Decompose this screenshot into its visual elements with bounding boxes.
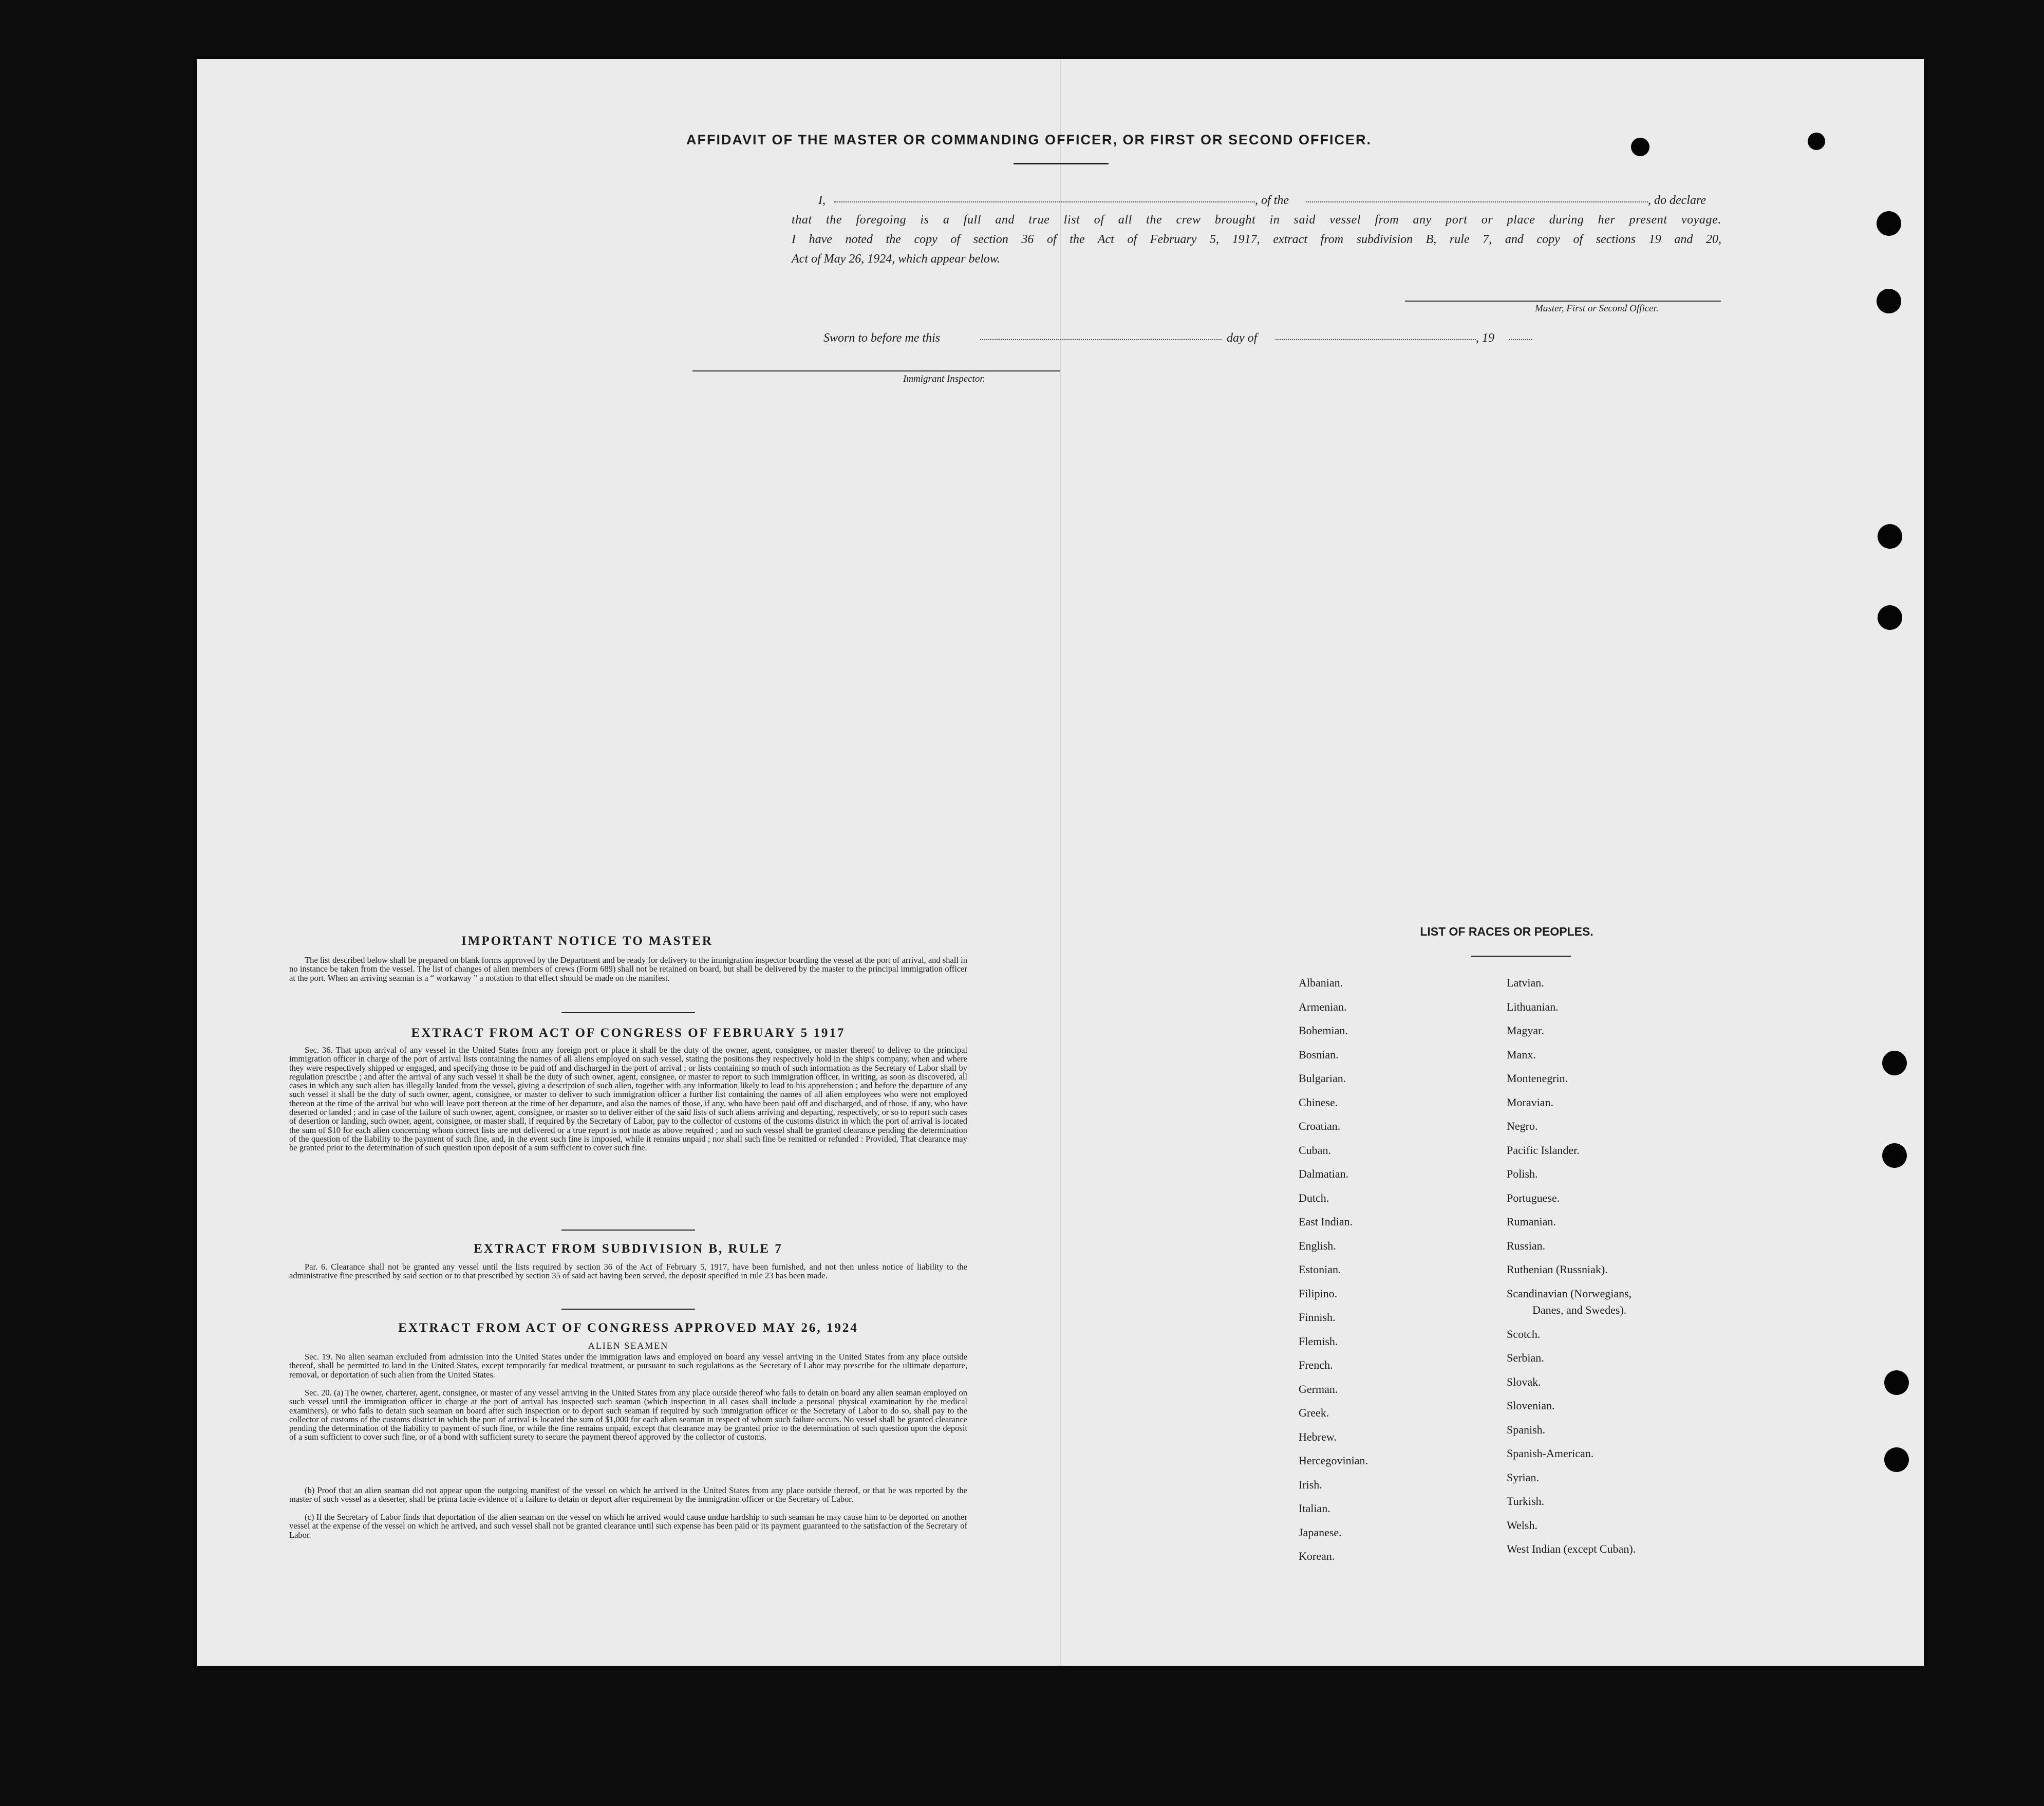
race-item: French. xyxy=(1299,1358,1333,1371)
race-item: Russian. xyxy=(1507,1239,1546,1252)
extract1-body: Sec. 36. That upon arrival of any vessel in the United States from any foreign port or place it shall be the duty of the owner, agent, consignee, or master thereof to deliver to the principal immigration officer in charge of the port of arrival lists containing the names of all aliens employed on such vessel, stating the positions they respectively hold in the ship's company, when and where they were respectively shipped or engaged, and specifying those to be paid off and discharged in the port of arrival ; or lists containing so much of such information as the Secretary of Labor shall by regulation prescribe ; and after the arrival of any such vessel it shall be the duty of such owner, agent, consignee, or master to report to such immigration officer, in writing, as soon as discovered, all cases in which any such alien has illegally landed from the vessel, giving a description of such alien, together with any information likely to lead to his apprehension ; and before the departure of any such vessel it shall be the duty of such owner, agent, consignee, or master to deliver to such immigration officer a further list containing the names of all alien employees who were not employed thereon at the time of the arrival but who will leave port thereon at the time of her departure, and also the names of those, if any, who have been paid off and discharged, and of those, if any, who have deserted or landed ; and in case of the failure of such owner, agent, consignee, or master so to deliver either of the said lists of such aliens arriving and departing, respectively, or so to report such cases of desertion or landing, such owner, agent, consignee, or master shall, if required by the Secretary of Labor, pay to the collector of customs of the customs district in which the port of arrival is located the sum of $10 for each alien concerning whom correct lists are not delivered or a true report is not made as above required ; and no such vessel shall be granted clearance pending the determination of the question of the liability to the payment of such fine, and, in the event such fine is imposed, while it remains unpaid ; nor shall such fine be remitted or refunded : Provided, That clearance may be granted prior to the determination of such question upon deposit of a sum sufficient to cover such fine. xyxy=(289,1045,967,1153)
punch-hole xyxy=(1884,1447,1909,1472)
race-item: Bulgarian. xyxy=(1299,1072,1346,1085)
punch-hole xyxy=(1878,524,1902,549)
document-page xyxy=(197,59,1924,1666)
punch-hole xyxy=(1878,605,1902,630)
affidavit-line1-mid: , of the xyxy=(1255,194,1289,207)
sworn-mid: day of xyxy=(1227,331,1258,345)
race-item: Slovenian. xyxy=(1507,1399,1555,1412)
sworn-end: , 19 xyxy=(1476,331,1494,345)
race-item: Serbian. xyxy=(1507,1351,1544,1364)
punch-hole xyxy=(1631,138,1649,156)
extract3-subtitle: ALIEN SEAMEN xyxy=(588,1340,669,1351)
section-rule xyxy=(561,1230,695,1231)
race-item: Croatian. xyxy=(1299,1120,1341,1132)
race-item: Latvian. xyxy=(1507,976,1544,989)
section-rule xyxy=(561,1012,695,1013)
race-item: Manx. xyxy=(1507,1048,1536,1061)
race-item: Polish. xyxy=(1507,1167,1538,1180)
race-item: Finnish. xyxy=(1299,1311,1336,1324)
sworn-day-blank[interactable] xyxy=(980,339,1222,340)
punch-hole xyxy=(1884,1370,1909,1395)
race-item: Magyar. xyxy=(1507,1024,1544,1037)
affidavit-title: AFFIDAVIT OF THE MASTER OR COMMANDING OFFICER, OR FIRST OR SECOND OFFICER. xyxy=(686,132,1372,147)
signature-caption: Master, First or Second Officer. xyxy=(1535,303,1659,314)
notice-body: The list described below shall be prepared on blank forms approved by the Department and be ready for delivery to the immigration inspector boarding the vessel at the port of arrival, and shall in no instance be taken from the vessel. The list of changes of alien members of crews (Form 689) shall not be retained on board, but shall be delivered by the master to the principal immigration officer at the port. When an arriving seaman is a “ workaway ” a notation to that effect should be made on the manifest. xyxy=(289,955,967,983)
inspector-signature-line[interactable] xyxy=(692,370,1060,371)
affidavit-line2: that the foregoing is a full and true list of all the crew brought in said vessel from any port or place during her present voyage. xyxy=(792,213,1721,227)
race-item: Cuban. xyxy=(1299,1143,1331,1157)
race-item: Scotch. xyxy=(1507,1327,1541,1340)
race-item: Chinese. xyxy=(1299,1095,1338,1109)
punch-hole xyxy=(1882,1143,1907,1168)
race-item: Negro. xyxy=(1507,1120,1538,1132)
race-item: Bosnian. xyxy=(1299,1048,1339,1061)
page-fold xyxy=(1060,59,1061,1666)
extract1-title: EXTRACT FROM ACT OF CONGRESS OF FEBRUARY 5 1917 xyxy=(411,1026,846,1040)
race-item: Slovak. xyxy=(1507,1375,1541,1388)
name-blank[interactable] xyxy=(834,201,1255,202)
race-item: Armenian. xyxy=(1299,1000,1347,1013)
race-item: Spanish. xyxy=(1507,1423,1546,1436)
race-item: Hercegovinian. xyxy=(1299,1454,1368,1467)
race-item: Rumanian. xyxy=(1507,1215,1556,1228)
punch-hole xyxy=(1877,211,1901,236)
affidavit-line1-start: I, xyxy=(818,194,826,207)
race-item: West Indian (except Cuban). xyxy=(1507,1542,1636,1555)
race-item: Scandinavian (Norwegians, xyxy=(1507,1287,1632,1300)
race-item: Italian. xyxy=(1299,1502,1330,1515)
signature-line[interactable] xyxy=(1405,301,1721,302)
extract3-sec20b: (b) Proof that an alien seaman did not appear upon the outgoing manifest of the vessel on which he arrived in the United States from any place outside thereof, or that he was reported by the master of such vessel as a deserter, shall be prima facie evidence of a failure to detain or deport after requirement by the immigration officer or the Secretary of Labor. xyxy=(289,1485,967,1504)
race-item: Ruthenian (Russniak). xyxy=(1507,1263,1608,1276)
race-item: Lithuanian. xyxy=(1507,1000,1559,1013)
extract3-sec20a: Sec. 20. (a) The owner, charterer, agent, consignee, or master of any vessel arriving in the United States from any place outside thereof who fails to detain on board any alien seaman employed on such vessel until the immigration officer in charge at the port of arrival has inspected such seaman (which inspection in all cases shall include a personal physical examination by the medical examiners), or who fails to detain such seaman on board after such inspection or to deport such seaman if required by such immigration officer or the Secretary of Labor to do so, shall pay to the collector of customs of the customs district in which the port of arrival is located the sum of $1,000 for each alien seaman in respect of whom such failure occurs. No vessel shall be granted clearance pending the determination of the liability to payment of such fine, or while the fine remains unpaid, except that clearance may be granted prior to the determination of such question upon the deposit of a sum sufficient to cover such fine, or of a bond with sufficient surety to secure the payment thereof approved by the collector of customs. xyxy=(289,1388,967,1442)
race-item: Portuguese. xyxy=(1507,1191,1560,1204)
extract2-body: Par. 6. Clearance shall not be granted any vessel until the lists required by section 36 of the Act of February 5, 1917, have been furnished, and not then unless notice of liability to the administrative fine prescribed by said section or to that prescribed by section 35 of said act having been served, the deposit specified in rule 23 has been made. xyxy=(289,1262,967,1281)
extract3-title: EXTRACT FROM ACT OF CONGRESS APPROVED MAY 26, 1924 xyxy=(398,1321,858,1335)
punch-hole xyxy=(1808,133,1825,150)
affidavit-line4: Act of May 26, 1924, which appear below. xyxy=(792,252,1001,266)
race-item: East Indian. xyxy=(1299,1215,1353,1228)
sworn-year-blank[interactable] xyxy=(1509,339,1532,340)
punch-hole xyxy=(1882,1051,1907,1075)
race-item: Flemish. xyxy=(1299,1334,1338,1348)
race-item: English. xyxy=(1299,1239,1336,1252)
race-item: Greek. xyxy=(1299,1406,1329,1419)
race-item: Irish. xyxy=(1299,1478,1322,1491)
extract3-sec20c: (c) If the Secretary of Labor finds that deportation of the alien seaman on the vessel on which he arrived would cause undue hardship to such seaman he may cause him to be deported on another vessel at the expense of the vessel on which he arrived, and such vessel shall not be granted clearance until such expense has been paid or its payment guaranteed to the satisfaction of the Secretary of Labor. xyxy=(289,1512,967,1540)
sworn-month-blank[interactable] xyxy=(1276,339,1476,340)
notice-title: IMPORTANT NOTICE TO MASTER xyxy=(461,934,713,948)
race-item: Dalmatian. xyxy=(1299,1167,1349,1180)
section-rule xyxy=(561,1309,695,1310)
extract2-title: EXTRACT FROM SUBDIVISION B, RULE 7 xyxy=(474,1242,783,1256)
race-item: Danes, and Swedes). xyxy=(1532,1303,1627,1316)
race-item: Montenegrin. xyxy=(1507,1072,1568,1085)
affidavit-line1-end: , do declare xyxy=(1648,194,1707,207)
race-item: Korean. xyxy=(1299,1550,1335,1562)
race-item: Filipino. xyxy=(1299,1287,1338,1300)
races-title-rule xyxy=(1471,956,1571,957)
race-item: Dutch. xyxy=(1299,1191,1329,1204)
extract3-sec19: Sec. 19. No alien seaman excluded from admission into the United States under the immigration laws and employed on board any vessel arriving in the United States from any place outside thereof, shall be permitted to land in the United States, except temporarily for medical treatment, or pursuant to such regulations as the Secretary of Labor may prescribe for the ultimate departure, removal, or deportation of such alien from the United States. xyxy=(289,1352,967,1380)
vessel-blank[interactable] xyxy=(1306,201,1648,202)
races-title: LIST OF RACES OR PEOPLES. xyxy=(1420,925,1593,938)
race-item: German. xyxy=(1299,1382,1338,1395)
race-item: Estonian. xyxy=(1299,1263,1341,1276)
race-item: Pacific Islander. xyxy=(1507,1143,1580,1157)
affidavit-line3: I have noted the copy of section 36 of the Act of February 5, 1917, extract from subdivision B, rule 7, and copy of sections 19 and 20, xyxy=(792,233,1721,246)
race-item: Hebrew. xyxy=(1299,1430,1337,1443)
sworn-start: Sworn to before me this xyxy=(823,331,941,345)
race-item: Albanian. xyxy=(1299,976,1343,989)
title-rule xyxy=(1014,163,1109,164)
race-item: Bohemian. xyxy=(1299,1024,1348,1037)
race-item: Welsh. xyxy=(1507,1518,1537,1532)
race-item: Japanese. xyxy=(1299,1525,1342,1539)
punch-hole xyxy=(1877,289,1901,313)
race-item: Turkish. xyxy=(1507,1495,1545,1507)
race-item: Spanish-American. xyxy=(1507,1447,1594,1460)
race-item: Moravian. xyxy=(1507,1095,1554,1109)
race-item: Syrian. xyxy=(1507,1470,1539,1484)
inspector-caption: Immigrant Inspector. xyxy=(903,374,985,384)
